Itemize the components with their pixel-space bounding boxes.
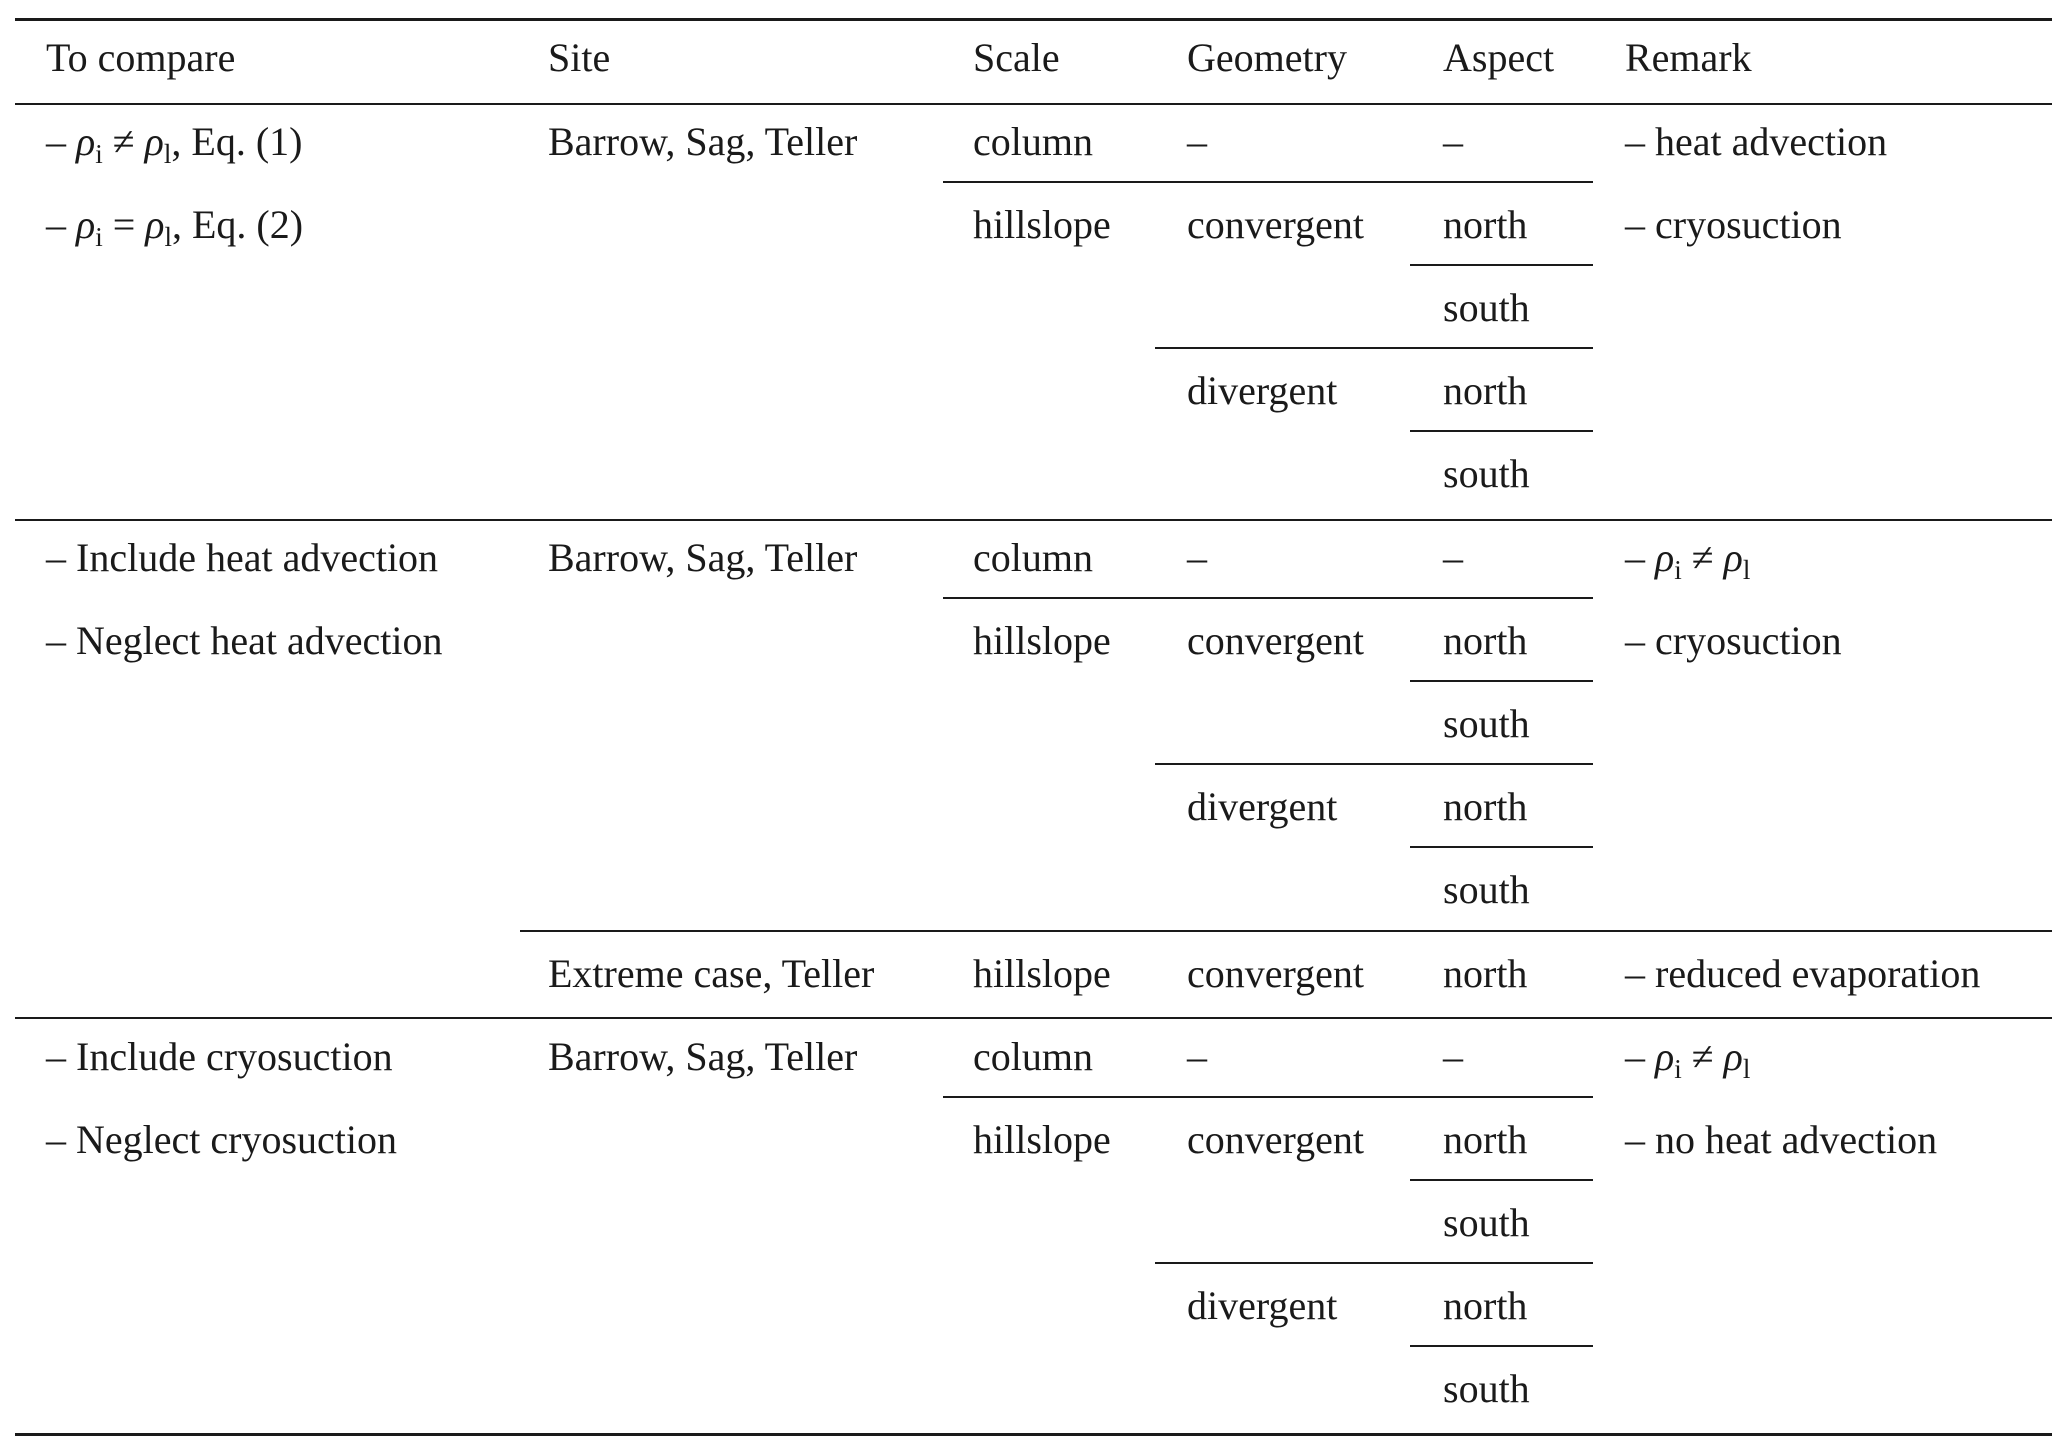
partial-rule [943,597,1593,599]
geometry-divergent: divergent [1187,368,1338,413]
aspect-south: south [1443,1366,1530,1411]
geometry-dash: – [1187,535,1207,580]
aspect-north: north [1443,951,1528,996]
geometry-divergent: divergent [1187,784,1338,829]
header-remark: Remark [1625,35,1752,80]
geometry-dash: – [1187,119,1207,164]
scale-hillslope: hillslope [973,202,1111,247]
aspect-north: north [1443,202,1528,247]
aspect-dash: – [1443,119,1463,164]
partial-rule [943,181,1593,183]
aspect-south: south [1443,701,1530,746]
site-cell: Barrow, Sag, Teller [548,119,858,164]
partial-rule [1155,347,1593,349]
remark-cryosuction: – cryosuction [1625,618,1842,663]
site-cell: Barrow, Sag, Teller [548,535,858,580]
scale-column: column [973,1034,1093,1079]
extreme-row-rule [520,930,2052,932]
remark-cryosuction: – cryosuction [1625,202,1842,247]
aspect-south: south [1443,285,1530,330]
aspect-north: north [1443,1283,1528,1328]
partial-rule [1410,430,1593,432]
group2-end-rule [15,1017,2052,1019]
aspect-dash: – [1443,535,1463,580]
header-geometry: Geometry [1187,35,1347,80]
aspect-dash: – [1443,1034,1463,1079]
scale-hillslope: hillslope [973,951,1111,996]
top-rule [15,18,2052,21]
header-to-compare: To compare [46,35,236,80]
header-site: Site [548,35,611,80]
partial-rule [943,1096,1593,1098]
partial-rule [1155,1262,1593,1264]
aspect-north: north [1443,784,1528,829]
group1-end-rule [15,519,2052,521]
scale-column: column [973,535,1093,580]
remark-no-heat-advection: – no heat advection [1625,1117,1938,1162]
header-aspect: Aspect [1443,35,1555,80]
compare-neglect-heat-advection: – Neglect heat advection [46,618,443,663]
header-rule [15,103,2052,105]
remark-reduced-evaporation: – reduced evaporation [1625,951,1981,996]
scale-hillslope: hillslope [973,1117,1111,1162]
remark-heat-advection: – heat advection [1625,119,1888,164]
scale-column: column [973,119,1093,164]
partial-rule [1410,1345,1593,1347]
aspect-south: south [1443,1200,1530,1245]
partial-rule [1155,763,1593,765]
aspect-south: south [1443,451,1530,496]
aspect-south: south [1443,867,1530,912]
compare-include-cryosuction: – Include cryosuction [46,1034,393,1079]
geometry-divergent: divergent [1187,1283,1338,1328]
geometry-convergent: convergent [1187,1117,1364,1162]
bottom-rule [15,1433,2052,1436]
geometry-convergent: convergent [1187,202,1364,247]
remark-density-unequal: – $\rho_i \ne \rho_l$ [1625,1034,1751,1084]
geometry-dash: – [1187,1034,1207,1079]
aspect-north: north [1443,618,1528,663]
site-extreme-case: Extreme case, Teller [548,951,875,996]
compare-density-unequal: – $\rho_i \ne \rho_l$, Eq. (1) [46,119,303,169]
partial-rule [1410,680,1593,682]
compare-include-heat-advection: – Include heat advection [46,535,439,580]
partial-rule [1410,846,1593,848]
remark-density-unequal: – $\rho_i \ne \rho_l$ [1625,535,1751,585]
header-scale: Scale [973,35,1060,80]
geometry-convergent: convergent [1187,951,1364,996]
geometry-convergent: convergent [1187,618,1364,663]
scale-hillslope: hillslope [973,618,1111,663]
compare-density-equal: – $\rho_i = \rho_l$, Eq. (2) [46,202,304,252]
compare-neglect-cryosuction: – Neglect cryosuction [46,1117,397,1162]
aspect-north: north [1443,368,1528,413]
partial-rule [1410,264,1593,266]
partial-rule [1410,1179,1593,1181]
aspect-north: north [1443,1117,1528,1162]
site-cell: Barrow, Sag, Teller [548,1034,858,1079]
